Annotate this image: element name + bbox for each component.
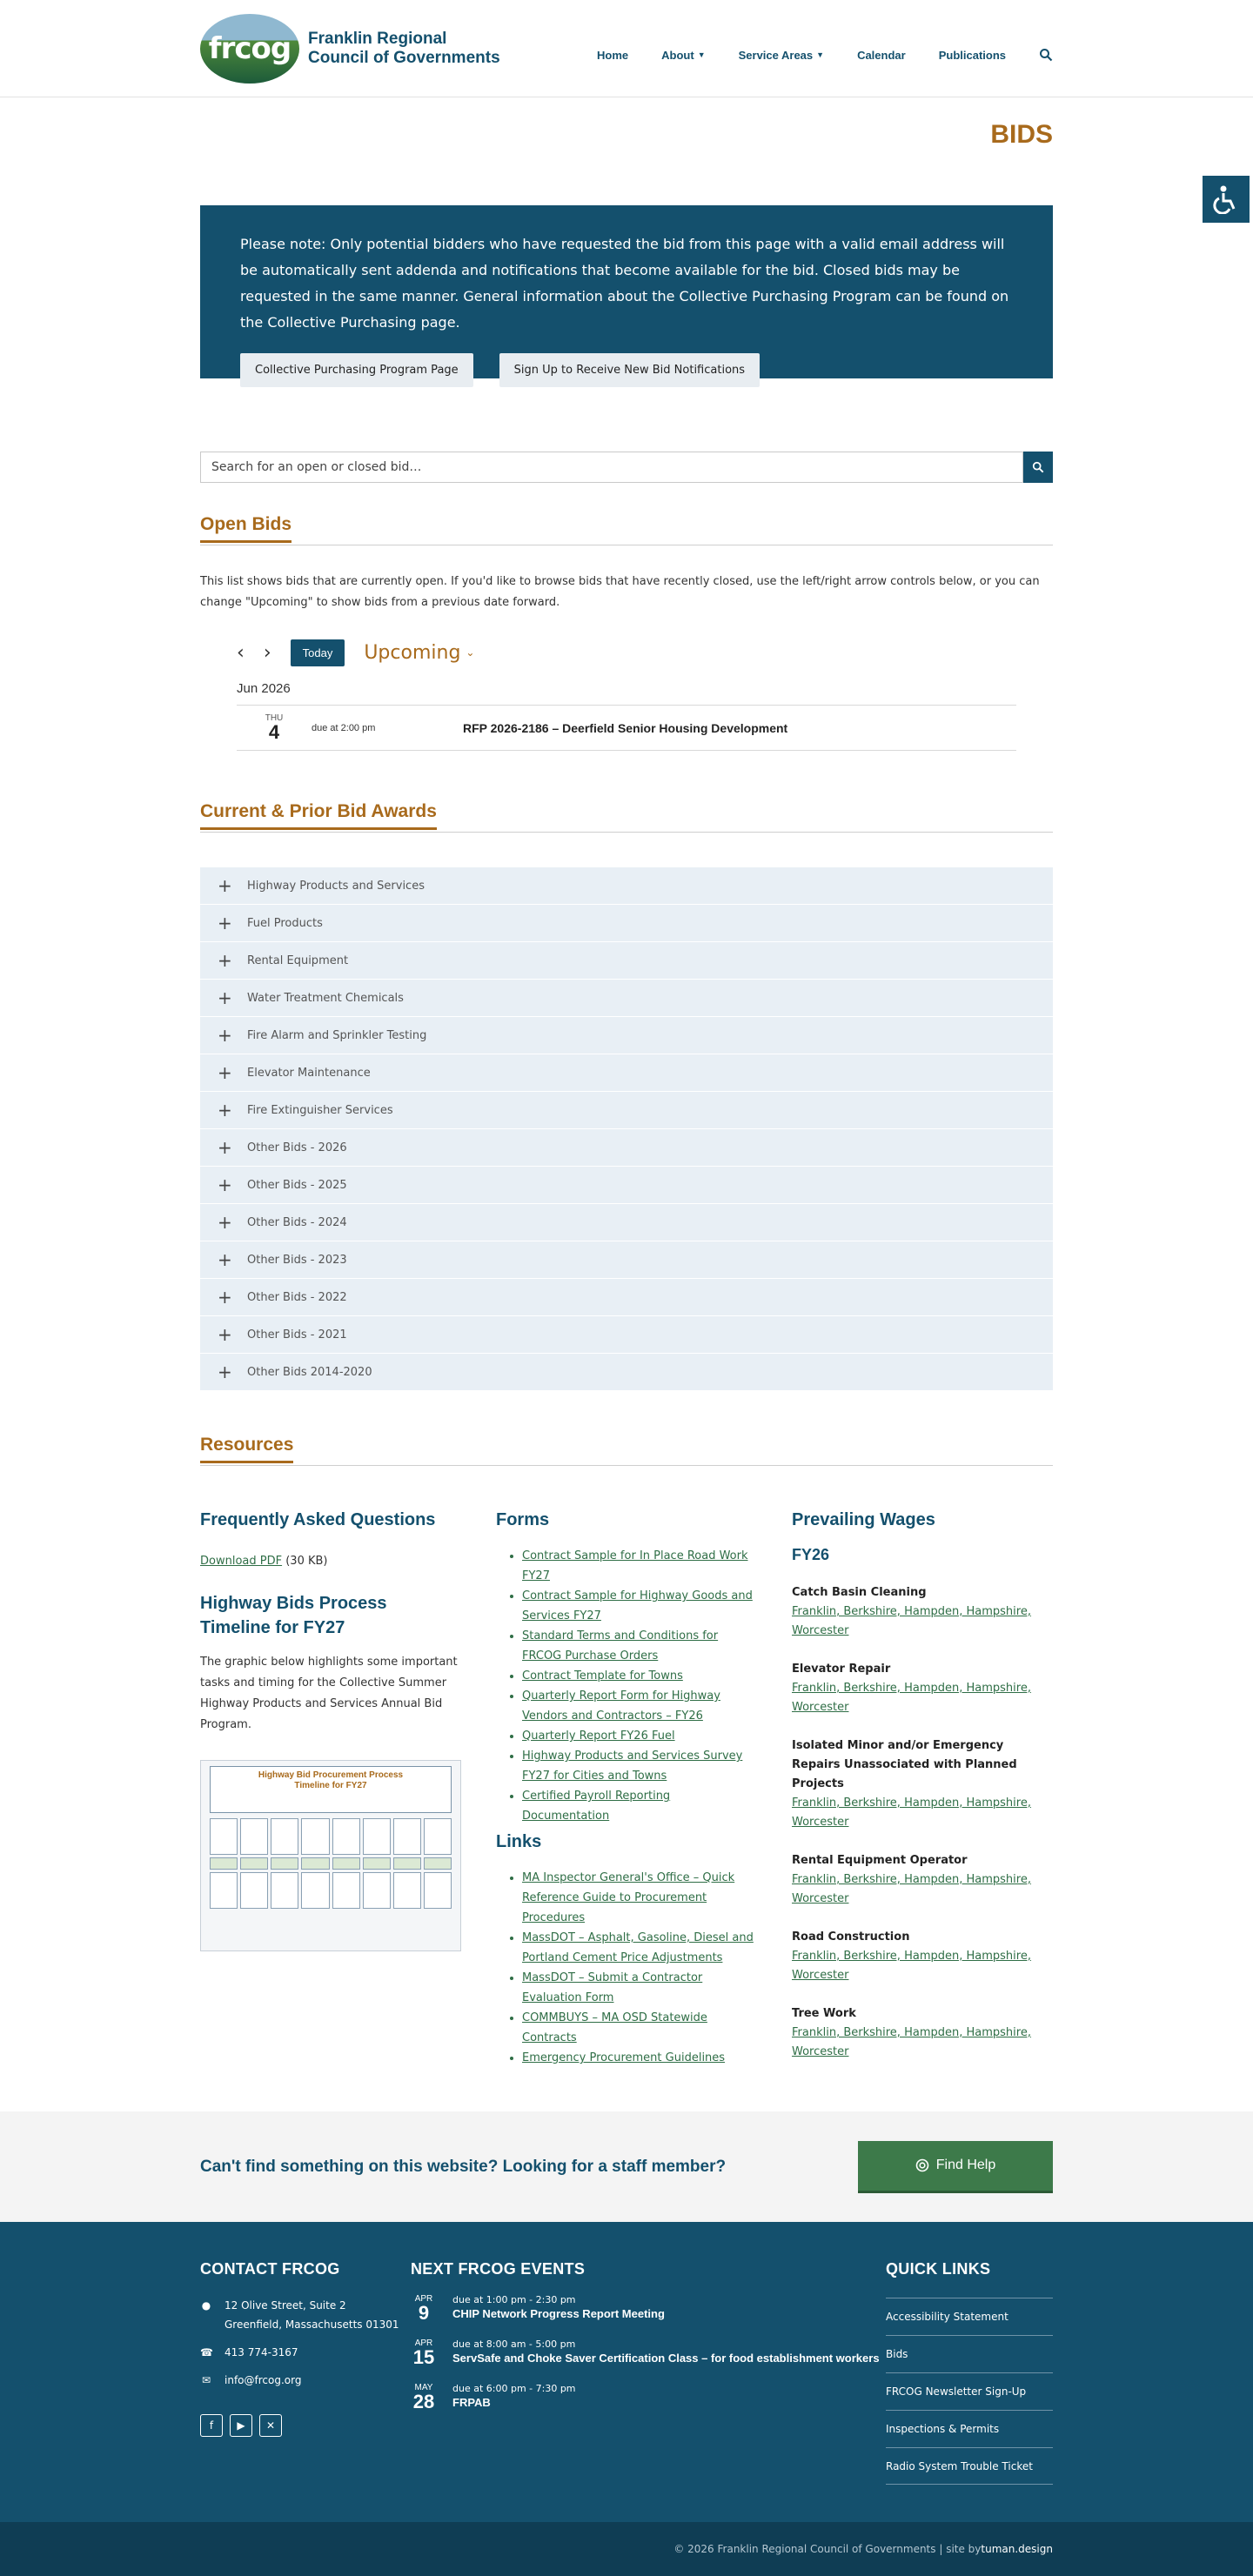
footer-event-month: APR: [414, 2294, 433, 2304]
footer-address-line-2: Greenfield, Massachusetts 01301: [224, 2318, 399, 2331]
timeline-cell: [240, 1872, 268, 1909]
footer-event[interactable]: [411, 2383, 886, 2412]
footer-event-title: FRPAB: [452, 2396, 491, 2409]
list-item: [522, 1586, 757, 1626]
timeline-cell: [393, 1872, 421, 1909]
accordion-item[interactable]: [200, 1241, 1053, 1279]
plus-icon: +: [218, 913, 232, 933]
awards-title: Current & Prior Bid Awards: [200, 801, 437, 830]
footer-phone: [200, 2343, 411, 2362]
timeline-cell: [332, 1818, 360, 1855]
footer-event-month: MAY: [414, 2383, 433, 2392]
wage-region-links[interactable]: Franklin, Berkshire, Hampden, Hampshire, Worcester: [792, 2026, 1031, 2058]
footer-event-day: 9: [418, 2302, 430, 2324]
wage-title: Isolated Minor and/or Emergency Repairs Unassociated with Planned Projects: [792, 1739, 1017, 1790]
calendar-event-time: due at 2:00 pm: [312, 722, 376, 733]
resource-link[interactable]: MA Inspector General's Office – Quick Reference Guide to Procurement Procedures: [522, 1871, 735, 1924]
timeline-cell: [424, 1857, 452, 1870]
faq-column: [200, 1508, 461, 2068]
list-item: [522, 1546, 757, 1586]
form-link[interactable]: Quarterly Report FY26 Fuel: [522, 1730, 675, 1743]
footer-event-month: APR: [414, 2338, 433, 2348]
main-nav: [597, 36, 1053, 62]
plus-icon: +: [218, 950, 232, 971]
footer-email: [200, 2371, 411, 2390]
open-bids-title: Open Bids: [200, 514, 291, 543]
map-pin-icon: ●: [201, 2299, 211, 2312]
x-twitter-icon[interactable]: ✕: [259, 2414, 282, 2437]
footer-event-title: ServSafe and Choke Saver Certification Class – for food establishment workers: [452, 2352, 880, 2365]
list-item: [522, 1786, 757, 1826]
calendar-range-select[interactable]: [364, 642, 474, 664]
calendar-event-title[interactable]: RFP 2026-2186 – Deerfield Senior Housing Development: [463, 720, 788, 735]
form-link[interactable]: Quarterly Report Form for Highway Vendors and Contractors – FY26: [522, 1689, 720, 1723]
list-item: [522, 1666, 757, 1686]
timeline-graphic-title-2: Timeline for FY27: [294, 1781, 367, 1790]
accordion-item[interactable]: [200, 1092, 1053, 1129]
nav-home[interactable]: Home: [597, 48, 629, 62]
footer-event-title: CHIP Network Progress Report Meeting: [452, 2307, 665, 2320]
calendar-next-button[interactable]: [264, 642, 271, 664]
calendar-toolbar: [237, 638, 1016, 667]
plus-icon: +: [218, 1062, 232, 1083]
bid-search: [200, 452, 1053, 483]
accordion-item-label: Other Bids - 2024: [247, 1215, 347, 1229]
calendar-event-day: 4: [268, 721, 280, 743]
search-button[interactable]: [1039, 48, 1053, 62]
timeline-cell: [271, 1872, 298, 1909]
site-credit-link[interactable]: tuman.design: [981, 2543, 1053, 2555]
faq-download-link[interactable]: Download PDF: [200, 1555, 283, 1568]
bid-search-submit[interactable]: [1023, 452, 1053, 483]
footer-contact: [200, 2260, 411, 2485]
accordion-item-label: Rental Equipment: [247, 953, 349, 967]
footer-address-text: [224, 2296, 399, 2334]
footer-event-date: [411, 2383, 437, 2412]
list-item: [522, 1928, 757, 1968]
plus-icon: +: [218, 1249, 232, 1270]
timeline-graphic-header: [210, 1766, 452, 1813]
footer-event-body: [452, 2338, 880, 2367]
quick-link[interactable]: Radio System Trouble Ticket: [886, 2447, 1053, 2485]
bid-notice-text: Please note: Only potential bidders who have requested the bid from this page with a valid email address will be automatically sent addenda and notifications that become available for the bid. Closed bids may be requested in the same manner. General information about the Collective Purchasing Program can be found on the Collective Purchasing page.: [240, 236, 1009, 331]
wage-title: Tree Work: [792, 2007, 856, 2020]
timeline-cell: [210, 1818, 238, 1855]
main-content: [200, 205, 1053, 2068]
list-item: [522, 1968, 757, 2008]
plus-icon: +: [218, 1324, 232, 1345]
page-title-bar: [200, 97, 1053, 205]
footer-event-time: due at 8:00 am - 5:00 pm: [452, 2338, 576, 2350]
accordion-item[interactable]: [200, 1129, 1053, 1167]
wage-region-links[interactable]: Franklin, Berkshire, Hampden, Hampshire, Worcester: [792, 1950, 1031, 1982]
envelope-icon: ✉: [201, 2374, 211, 2386]
bids-calendar: [237, 638, 1016, 751]
youtube-icon[interactable]: ▶: [230, 2414, 252, 2437]
chevron-down-icon: ▼: [697, 50, 706, 59]
accordion-item[interactable]: [200, 1054, 1053, 1092]
nav-service-areas-label: Service Areas: [738, 48, 814, 62]
timeline-cell: [210, 1857, 238, 1870]
footer-event-body: [452, 2383, 576, 2412]
footer-event-date: [411, 2294, 437, 2323]
copyright-text: © 2026 Franklin Regional Council of Governments | site by: [673, 2543, 982, 2555]
timeline-cell: [240, 1818, 268, 1855]
timeline-graphic-grid: [210, 1818, 452, 1909]
nav-publications[interactable]: Publications: [938, 48, 1006, 62]
form-link[interactable]: Contract Sample for In Place Road Work FY27: [522, 1549, 748, 1582]
footer-address-line-1: 12 Olive Street, Suite 2: [224, 2299, 346, 2312]
forms-column: [496, 1508, 757, 2068]
wages-heading: Prevailing Wages: [792, 1510, 935, 1529]
wage-item: [792, 1583, 1053, 1641]
quick-link[interactable]: Bids: [886, 2335, 1053, 2372]
accordion-item-label: Fire Alarm and Sprinkler Testing: [247, 1028, 427, 1042]
accordion-item[interactable]: [200, 1316, 1053, 1354]
facebook-icon[interactable]: f: [200, 2414, 223, 2437]
wages-year: FY26: [792, 1546, 830, 1563]
wage-region-links[interactable]: Franklin, Berkshire, Hampden, Hampshire, Worcester: [792, 1797, 1031, 1829]
footer-quick-heading: QUICK LINKS: [886, 2260, 991, 2278]
open-bids-heading: [200, 514, 1053, 545]
accordion-item-label: Other Bids - 2023: [247, 1253, 347, 1267]
resources-heading: [200, 1435, 1053, 1466]
plus-icon: +: [218, 1137, 232, 1158]
logo-text-line-1: Franklin Regional: [308, 30, 447, 48]
search-icon: [1032, 461, 1044, 473]
help-text: Can't find something on this website? Looking for a staff member?: [200, 2157, 727, 2176]
accordion-item-label: Other Bids - 2022: [247, 1290, 347, 1304]
accordion-item[interactable]: [200, 1354, 1053, 1391]
footer-event-day: 15: [412, 2346, 435, 2368]
bid-notice-buttons: [240, 353, 1013, 387]
form-link[interactable]: Highway Products and Services Survey FY27 for Cities and Towns: [522, 1750, 743, 1783]
footer-quick-links: [886, 2260, 1053, 2485]
plus-icon: +: [218, 875, 232, 896]
plus-icon: +: [218, 1025, 232, 1046]
accordion-item[interactable]: [200, 905, 1053, 942]
plus-icon: +: [218, 1100, 232, 1121]
wage-item: [792, 1851, 1053, 1909]
form-link[interactable]: Contract Template for Towns: [522, 1669, 683, 1683]
list-item: [522, 2008, 757, 2048]
links-list: [496, 1868, 757, 2068]
accordion-item[interactable]: [200, 980, 1053, 1017]
wage-item: [792, 1928, 1053, 1985]
footer-event-date: [411, 2338, 437, 2367]
timeline-graphic[interactable]: [200, 1760, 461, 1951]
calendar-event-date: [237, 713, 312, 742]
footer-event-time: due at 1:00 pm - 2:30 pm: [452, 2294, 576, 2305]
accordion-item[interactable]: [200, 867, 1053, 905]
faq-heading: Frequently Asked Questions: [200, 1510, 436, 1529]
form-link[interactable]: Contract Sample for Highway Goods and Services FY27: [522, 1589, 753, 1623]
wages-column: [792, 1508, 1053, 2068]
page-title: BIDS: [990, 120, 1053, 149]
chevron-left-icon: ‹: [237, 641, 245, 664]
wage-region-links[interactable]: Franklin, Berkshire, Hampden, Hampshire, Worcester: [792, 1605, 1031, 1637]
links-heading: Links: [496, 1832, 542, 1851]
footer-event[interactable]: [411, 2294, 886, 2323]
timeline-cell: [393, 1818, 421, 1855]
accessibility-icon: [1211, 184, 1241, 214]
accordion-item-label: Elevator Maintenance: [247, 1066, 371, 1080]
timeline-cell: [332, 1857, 360, 1870]
accordion-item-label: Fuel Products: [247, 916, 323, 930]
plus-icon: +: [218, 1174, 232, 1195]
site-header: [0, 0, 1253, 97]
wage-title: Rental Equipment Operator: [792, 1854, 968, 1867]
wage-item: [792, 2004, 1053, 2062]
bid-search-input[interactable]: Search for an open or closed bid…: [200, 452, 1023, 483]
timeline-cell: [424, 1818, 452, 1855]
timeline-cell: [301, 1872, 329, 1909]
site-logo[interactable]: [200, 14, 500, 84]
nav-calendar[interactable]: Calendar: [857, 48, 906, 62]
footer-event-day: 28: [412, 2391, 435, 2412]
accordion-item-label: Other Bids 2014-2020: [247, 1365, 372, 1379]
wage-title: Catch Basin Cleaning: [792, 1586, 927, 1599]
accordion-item[interactable]: [200, 1017, 1053, 1054]
timeline-heading: Highway Bids Process Timeline for FY27: [200, 1594, 387, 1637]
form-link[interactable]: Standard Terms and Conditions for FRCOG Purchase Orders: [522, 1629, 719, 1663]
accordion-item[interactable]: [200, 942, 1053, 980]
timeline-graphic-title-1: Highway Bid Procurement Process: [258, 1770, 404, 1780]
accordion-item[interactable]: [200, 1167, 1053, 1204]
nav-about[interactable]: [661, 49, 705, 62]
lifebuoy-icon: [915, 2158, 929, 2172]
timeline-description: The graphic below highlights some important tasks and timing for the Collective Summer Highway Products and Services Annual Bid Program.: [200, 1656, 458, 1731]
timeline-cell: [393, 1857, 421, 1870]
bid-notifications-signup-button[interactable]: Sign Up to Receive New Bid Notifications: [499, 353, 760, 387]
list-item: [522, 2048, 757, 2068]
accessibility-button[interactable]: [1203, 176, 1250, 223]
timeline-cell: [363, 1872, 391, 1909]
find-help-label: Find Help: [935, 2158, 996, 2172]
forms-list: [496, 1546, 757, 1826]
accordion-item-label: Water Treatment Chemicals: [247, 991, 404, 1005]
wage-item: [792, 1660, 1053, 1717]
timeline-cell: [240, 1857, 268, 1870]
accordion-item[interactable]: [200, 1279, 1053, 1316]
quick-link[interactable]: FRCOG Newsletter Sign-Up: [886, 2372, 1053, 2410]
timeline-cell: [363, 1857, 391, 1870]
footer-events: [411, 2260, 886, 2485]
list-item: [522, 1626, 757, 1666]
wage-title: Road Construction: [792, 1930, 910, 1944]
chevron-down-icon: ⌄: [466, 646, 475, 659]
open-bids-intro: This list shows bids that are currently open. If you'd like to browse bids that have recently closed, use the left/right arrow controls below, or you can change "Upcoming" to show bids from a previous date forward.: [200, 575, 1040, 609]
accordion-item-label: Highway Products and Services: [247, 879, 425, 893]
footer-event-time: due at 6:00 pm - 7:30 pm: [452, 2383, 576, 2394]
timeline-cell: [271, 1818, 298, 1855]
timeline-cell: [271, 1857, 298, 1870]
chevron-right-icon: ›: [263, 641, 271, 664]
resources-columns: [200, 1508, 1053, 2068]
list-item: [522, 1868, 757, 1928]
footer-event-body: [452, 2294, 665, 2323]
list-item: [522, 1746, 757, 1786]
calendar-range-label: Upcoming: [364, 641, 461, 664]
wage-region-links[interactable]: Franklin, Berkshire, Hampden, Hampshire, Worcester: [792, 1682, 1031, 1714]
calendar-prev-button[interactable]: [237, 642, 245, 664]
calendar-month-label: Jun 2026: [237, 681, 1016, 706]
resources-title: Resources: [200, 1435, 293, 1463]
form-link[interactable]: Certified Payroll Reporting Documentation: [522, 1790, 671, 1823]
nav-service-areas[interactable]: [739, 49, 824, 62]
phone-icon: ☎: [200, 2346, 213, 2359]
footer-address: [200, 2296, 411, 2334]
footer-contact-heading: CONTACT FRCOG: [200, 2260, 340, 2278]
plus-icon: +: [218, 1287, 232, 1308]
wage-title: Elevator Repair: [792, 1663, 891, 1676]
list-item: [522, 1726, 757, 1746]
timeline-cell: [332, 1872, 360, 1909]
footer-events-heading: NEXT FRCOG EVENTS: [411, 2260, 586, 2278]
faq-download-size: (30 KB): [282, 1555, 328, 1568]
timeline-cell: [301, 1818, 329, 1855]
footer-event[interactable]: [411, 2338, 886, 2367]
timeline-cell: [363, 1818, 391, 1855]
footer-phone-link[interactable]: 413 774-3167: [224, 2346, 298, 2359]
wage-item: [792, 1736, 1053, 1832]
calendar-event-dow: THU: [265, 713, 284, 723]
calendar-event-row[interactable]: [237, 706, 1016, 751]
quick-link[interactable]: Accessibility Statement: [886, 2298, 1053, 2335]
forms-heading: Forms: [496, 1510, 550, 1529]
help-band: [0, 2111, 1253, 2222]
resource-link[interactable]: MassDOT – Asphalt, Gasoline, Diesel and Portland Cement Price Adjustments: [522, 1931, 754, 1964]
quick-link[interactable]: Inspections & Permits: [886, 2410, 1053, 2447]
collective-purchasing-button[interactable]: Collective Purchasing Program Page: [240, 353, 473, 387]
accordion-item-label: Other Bids - 2026: [247, 1141, 347, 1154]
footer-email-link[interactable]: info@frcog.org: [224, 2374, 302, 2386]
awards-heading: [200, 801, 1053, 833]
accordion-item-label: Other Bids - 2021: [247, 1328, 347, 1342]
resource-link[interactable]: COMMBUYS – MA OSD Statewide Contracts: [522, 2011, 707, 2044]
site-footer: [0, 2222, 1253, 2522]
copyright-bar: [0, 2522, 1253, 2576]
plus-icon: +: [218, 1212, 232, 1233]
resource-link[interactable]: MassDOT – Submit a Contractor Evaluation Form: [522, 1971, 703, 2004]
faq-download: [200, 1551, 461, 1572]
timeline-cell: [301, 1857, 329, 1870]
resource-link[interactable]: Emergency Procurement Guidelines: [522, 2051, 726, 2064]
plus-icon: +: [218, 1362, 232, 1382]
timeline-cell: [424, 1872, 452, 1909]
accordion-item[interactable]: [200, 1204, 1053, 1241]
nav-about-label: About: [661, 48, 694, 62]
logo-text-line-2: Council of Governments: [308, 49, 500, 67]
search-icon: [1039, 48, 1053, 62]
awards-accordion: [200, 867, 1053, 1391]
logo-text: [308, 30, 500, 68]
accordion-item-label: Fire Extinguisher Services: [247, 1103, 393, 1117]
bid-notice-box: [200, 205, 1053, 378]
calendar-today-button[interactable]: Today: [291, 639, 345, 666]
social-links: [200, 2414, 411, 2437]
plus-icon: +: [218, 987, 232, 1008]
accordion-item-label: Other Bids - 2025: [247, 1178, 347, 1192]
timeline-cell: [210, 1872, 238, 1909]
chevron-down-icon: ▼: [816, 50, 825, 59]
find-help-button[interactable]: [858, 2141, 1053, 2193]
wage-region-links[interactable]: Franklin, Berkshire, Hampden, Hampshire, Worcester: [792, 1873, 1031, 1905]
logo-mark: frcog: [200, 14, 299, 84]
list-item: [522, 1686, 757, 1726]
